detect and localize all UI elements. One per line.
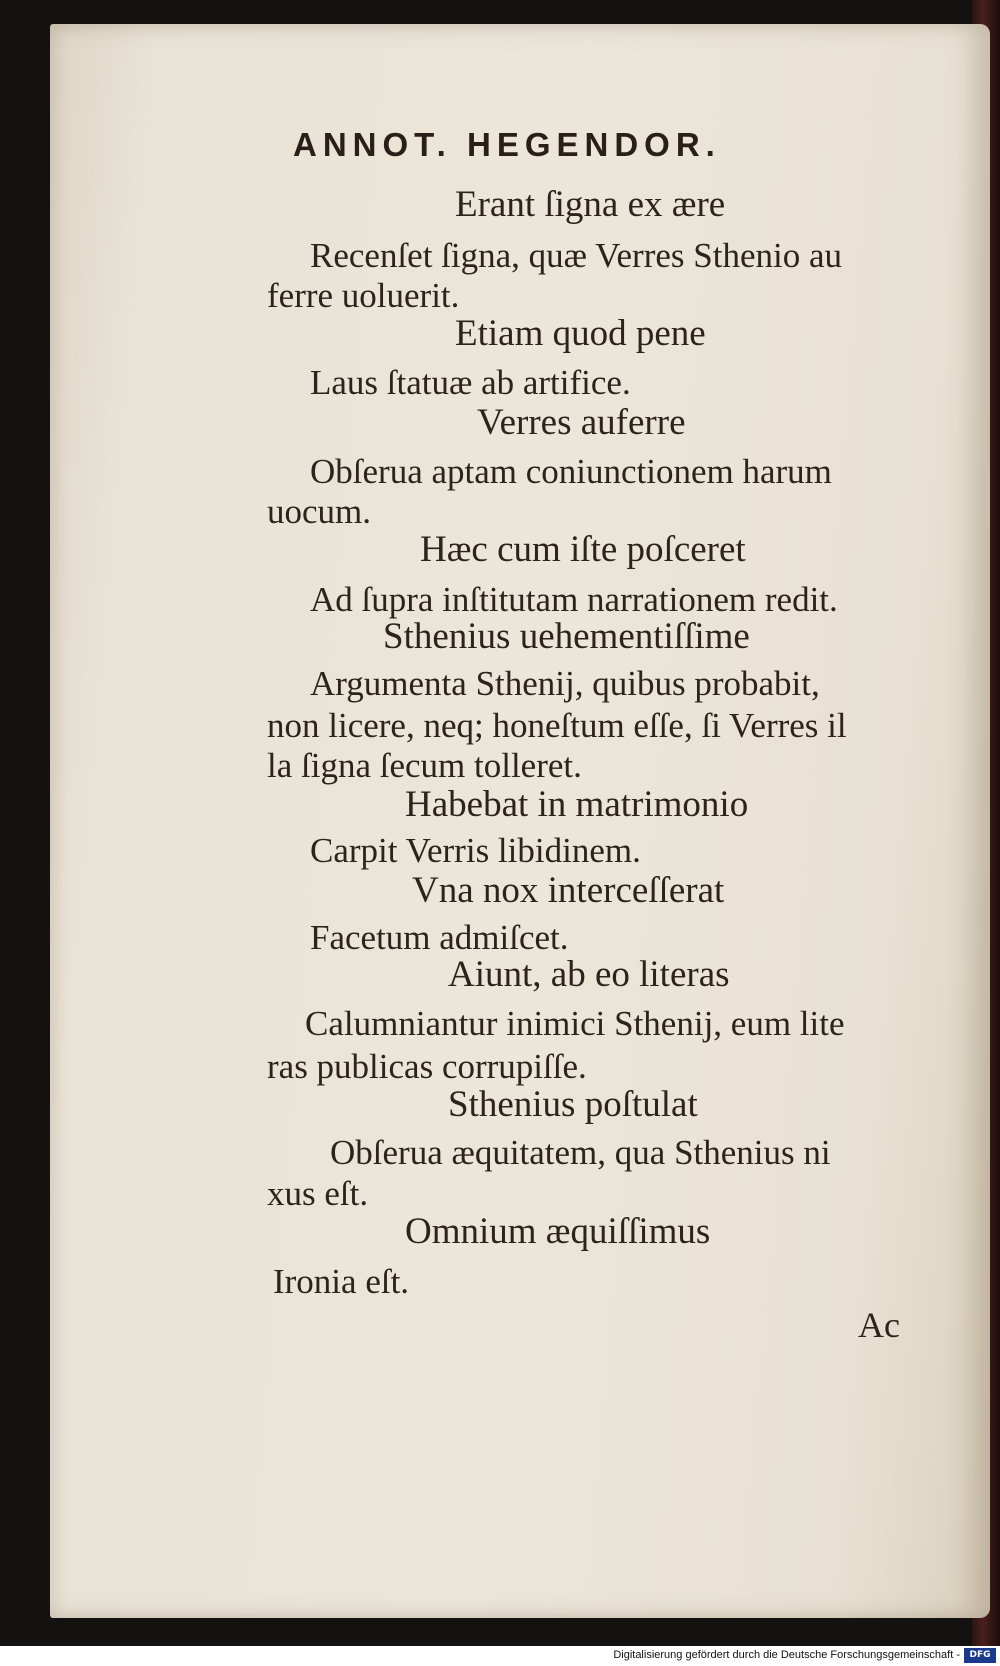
body-line: Laus ſtatuæ ab artifice. (310, 363, 631, 402)
body-line: Argumenta Sthenij, quibus probabit, (310, 664, 820, 703)
body-line: non licere, neq; honeſtum eſſe, ſi Verres il (267, 706, 847, 745)
body-line: Obſerua æquitatem, qua Sthenius ni (330, 1133, 831, 1172)
body-line: Facetum admiſcet. (310, 918, 569, 957)
body-line: ferre uoluerit. (267, 276, 460, 315)
lemma-line: Habebat in matrimonio (405, 784, 749, 825)
lemma-line: Sthenius poſtulat (448, 1084, 698, 1125)
lemma-line: Etiam quod pene (455, 313, 706, 354)
lemma-line: Omnium æquiſſimus (405, 1211, 711, 1252)
lemma-line: Aiunt, ab eo literas (448, 954, 730, 995)
body-line: la ſigna ſecum tolleret. (267, 746, 582, 785)
lemma-line: Verres auferre (477, 402, 686, 443)
body-line: xus eſt. (267, 1174, 369, 1213)
body-line: Obſerua aptam coniunctionem harum (310, 452, 832, 491)
lemma-line: Erant ſigna ex ære (455, 184, 726, 225)
lemma-line: Hæc cum iſte poſceret (420, 529, 746, 570)
lemma-line: Vna nox interceſſerat (412, 870, 725, 911)
body-line: ras publicas corrupiſſe. (267, 1047, 587, 1086)
catchword: Ac (858, 1305, 900, 1345)
body-line: Ad ſupra inſtitutam narrationem redit. (310, 580, 838, 619)
body-line: Calumniantur inimici Sthenij, eum lite (305, 1004, 845, 1043)
footer-credit: Digitalisierung gefördert durch die Deutsche Forschungsgemeinschaft - (613, 1649, 960, 1661)
body-line: uocum. (267, 492, 372, 531)
running-head: ANNOT. HEGENDOR. (293, 126, 721, 163)
body-line: Ironia eſt. (273, 1262, 410, 1301)
lemma-line: Sthenius uehementiſſime (383, 616, 750, 657)
footer-bar (0, 1646, 1000, 1666)
body-line: Carpit Verris libidinem. (310, 831, 641, 870)
body-line: Recenſet ſigna, quæ Verres Sthenio au (310, 236, 843, 275)
dfg-logo-icon: DFG (964, 1648, 996, 1663)
